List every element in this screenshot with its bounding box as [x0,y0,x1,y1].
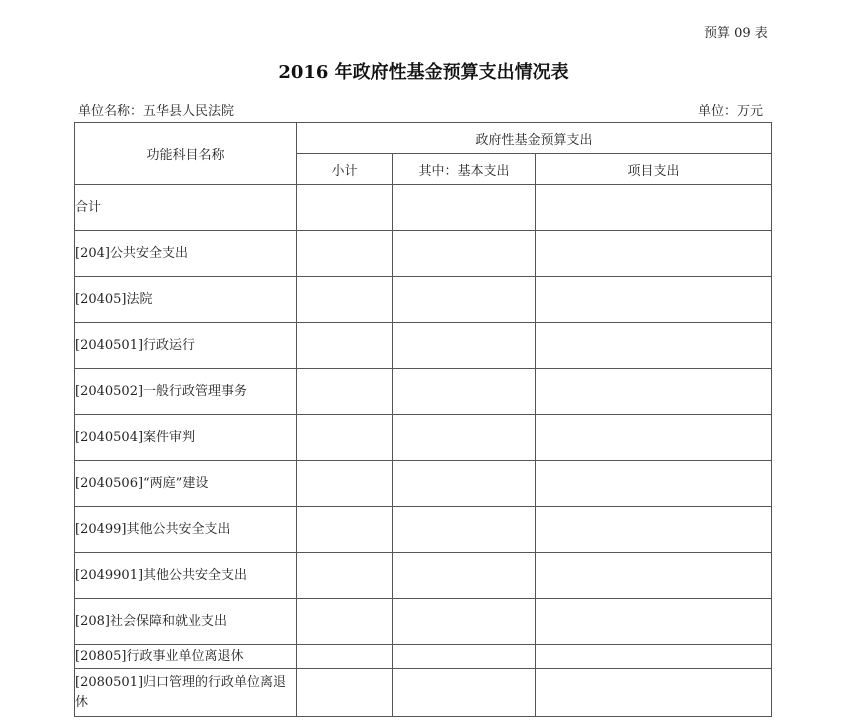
cell-subtotal [297,669,393,717]
row-name: [2040506]“两庭”建设 [75,461,297,507]
table-row [75,277,772,323]
currency-unit: 单位：万元 [698,104,764,119]
row-name: [2049901]其他公共安全支出 [75,553,297,599]
header-fund-expenditure: 政府性基金预算支出 [297,123,772,154]
cell-basic [393,415,536,461]
row-name: [2040502]一般行政管理事务 [75,369,297,415]
cell-subtotal [297,461,393,507]
cell-basic [393,645,536,669]
unit-name: 单位名称：五华县人民法院 [78,104,235,119]
row-name: [2080501]归口管理的行政单位离退休 [75,669,297,717]
table-row [75,553,772,599]
cell-subtotal [297,277,393,323]
table-row [75,669,772,717]
table-row [75,323,772,369]
table-row [75,231,772,277]
row-name: [20805]行政事业单位离退休 [75,645,297,669]
cell-subtotal [297,323,393,369]
row-name: [2040504]案件审判 [75,415,297,461]
cell-subtotal [297,507,393,553]
header-subtotal: 小计 [297,154,393,185]
cell-subtotal [297,231,393,277]
cell-project [536,599,772,645]
cell-basic [393,231,536,277]
cell-project [536,415,772,461]
cell-project [536,231,772,277]
cell-subtotal [297,599,393,645]
header-project-expenditure: 项目支出 [536,154,772,185]
cell-project [536,645,772,669]
cell-project [536,185,772,231]
cell-basic [393,277,536,323]
header-function-name: 功能科目名称 [75,123,297,185]
row-name: [2040501]行政运行 [75,323,297,369]
row-name: [208]社会保障和就业支出 [75,599,297,645]
cell-basic [393,461,536,507]
cell-basic [393,553,536,599]
cell-project [536,669,772,717]
cell-project [536,507,772,553]
cell-subtotal [297,645,393,669]
cell-subtotal [297,553,393,599]
cell-project [536,369,772,415]
row-name: [20405]法院 [75,277,297,323]
table-row [75,507,772,553]
cell-project [536,277,772,323]
table-row [75,369,772,415]
budget-table [74,122,772,717]
cell-basic [393,507,536,553]
cell-project [536,553,772,599]
row-name: [204]公共安全支出 [75,231,297,277]
cell-basic [393,669,536,717]
table-row [75,461,772,507]
table-row [75,415,772,461]
table-row [75,185,772,231]
cell-subtotal [297,185,393,231]
row-name: [20499]其他公共安全支出 [75,507,297,553]
header-basic-expenditure: 其中：基本支出 [393,154,536,185]
table-row [75,599,772,645]
cell-project [536,461,772,507]
table-row [75,645,772,669]
cell-basic [393,599,536,645]
cell-basic [393,323,536,369]
row-name: 合计 [75,185,297,231]
cell-subtotal [297,369,393,415]
cell-project [536,323,772,369]
page-title: 2016 年政府性基金预算支出情况表 [278,62,569,83]
cell-basic [393,369,536,415]
cell-basic [393,185,536,231]
cell-subtotal [297,415,393,461]
form-code: 预算 09 表 [704,26,768,41]
